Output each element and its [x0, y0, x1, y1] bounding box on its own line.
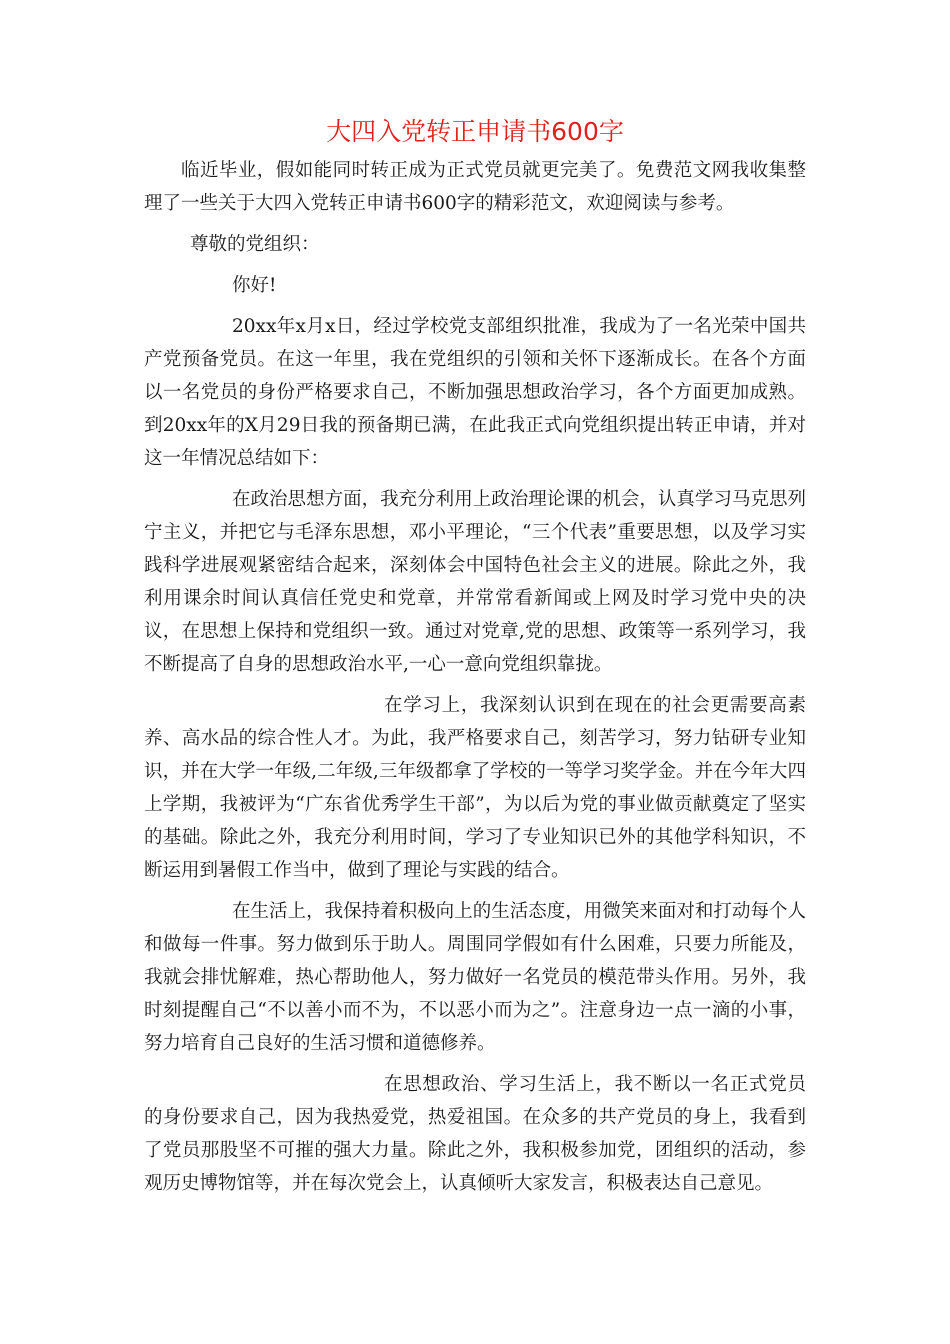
body-paragraph-life: 在生活上，我保持着积极向上的生活态度，用微笑来面对和打动每个人和做每一件事。努力做到乐于助人。周围同学假如有什么困难，只要力所能及，我就会排忧解难，热心帮助他人，努力做好一名党员的模范带头作用。另外，我时刻提醒自己“不以善小而不为，不以恶小而为之”。注意身边一点一滴的小事，努力培育自己良好的生活习惯和道德修养。 [144, 901, 806, 1054]
greeting: 你好! [232, 275, 277, 296]
document-title: 大四入党转正申请书600字 [326, 117, 624, 146]
body-paragraph-summary: 在思想政治、学习生活上，我不断以一名正式党员的身份要求自己，因为我热爱党，热爱祖国。在众多的共产党员的身上，我看到了党员那股坚不可摧的强大力量。除此之外，我积极参加党，团组织的活动，参观历史博物馆等，并在每次党会上，认真倾听大家发言，积极表达自己意见。 [144, 1074, 806, 1194]
salutation: 尊敬的党组织： [190, 234, 320, 255]
body-paragraph-political: 在政治思想方面，我充分利用上政治理论课的机会，认真学习马克思列宁主义，并把它与毛泽东思想，邓小平理论，“三个代表”重要思想，以及学习实践科学进展观紧密结合起来，深刻体会中国特色社会主义的进展。除此之外，我利用课余时间认真信任党史和党章，并常常看新闻或上网及时学习党中央的决议，在思想上保持和党组织一致。通过对党章,党的思想、政策等一系列学习，我不断提高了自身的思想政治水平,一心一意向党组织靠拢。 [144, 489, 806, 675]
document-page [144, 112, 806, 1200]
body-paragraph-probation: 20xx年x月x日，经过学校党支部组织批准，我成为了一名光荣中国共产党预备党员。在这一年里，我在党组织的引领和关怀下逐渐成长。在各个方面以一名党员的身份严格要求自己，不断加强思想政治学习，各个方面更加成熟。到20xx年的X月29日我的预备期已满，在此我正式向党组织提出转正申请，并对这一年情况总结如下： [144, 316, 806, 469]
intro-paragraph: 临近毕业，假如能同时转正成为正式党员就更完美了。免费范文网我收集整理了一些关于大四入党转正申请书600字的精彩范文，欢迎阅读与参考。 [144, 160, 806, 214]
body-paragraph-study: 在学习上，我深刻认识到在现在的社会更需要高素养、高水品的综合性人才。为此，我严格要求自己，刻苦学习，努力钻研专业知识，并在大学一年级,二年级,三年级都拿了学校的一等学习奖学金。并在今年大四上学期，我被评为“广东省优秀学生干部”，为以后为党的事业做贡献奠定了坚实的基础。除此之外，我充分利用时间，学习了专业知识已外的其他学科知识，不断运用到暑假工作当中，做到了理论与实践的结合。 [144, 695, 806, 881]
